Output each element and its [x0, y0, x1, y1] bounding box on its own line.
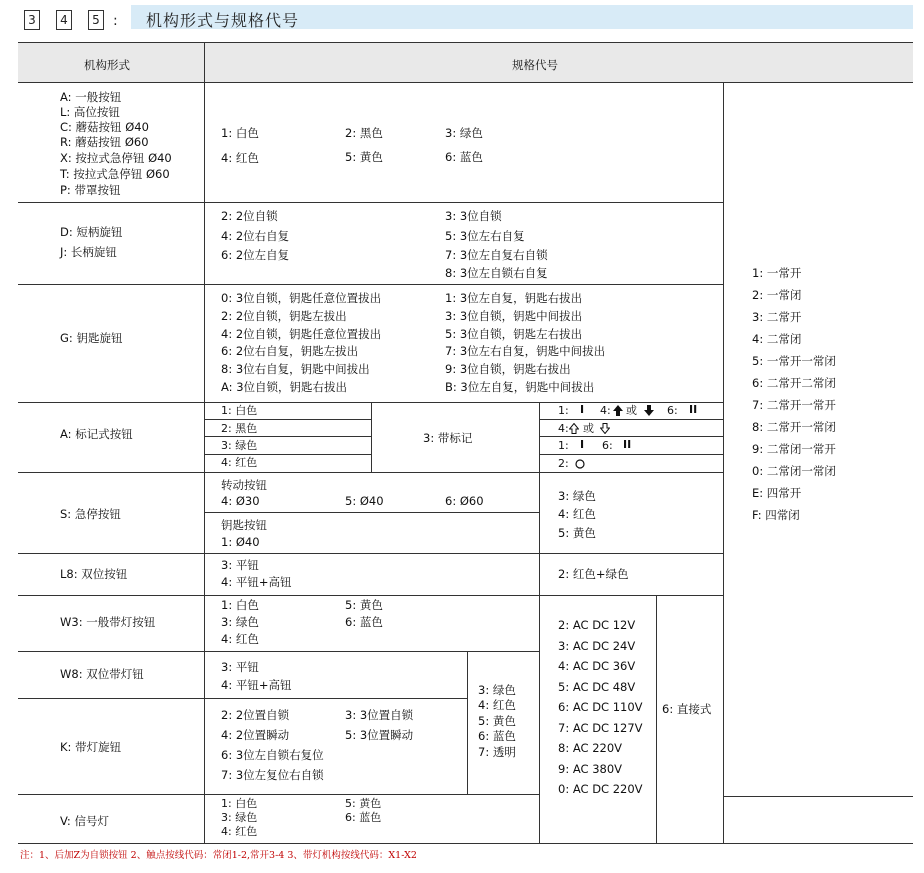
mechanism-type: K: 带灯旋钮 — [60, 740, 122, 754]
voltage-code: 7: AC DC 127V — [558, 721, 643, 735]
spec-code: 3: 平钮 — [221, 660, 259, 674]
spec-code: 3: 3位置自锁 — [345, 708, 414, 722]
lamp-color: 6: 蓝色 — [478, 729, 516, 743]
sub-heading: 钥匙按钮 — [221, 518, 267, 532]
header-spec-code: 规格代号 — [512, 58, 558, 72]
mechanism-type: X: 按拉式急停钮 Ø40 — [60, 151, 172, 165]
contact-code: 2: 一常闭 — [752, 288, 802, 302]
color-code: 6: 蓝色 — [445, 150, 483, 164]
contact-code: 7: 二常开一常开 — [752, 398, 836, 412]
spec-code: 2: 2位置自锁 — [221, 708, 290, 722]
color-code: 3: 绿色 — [558, 489, 596, 503]
contact-code: 5: 一常开一常闭 — [752, 354, 836, 368]
voltage-code: 8: AC 220V — [558, 741, 623, 755]
mechanism-type: W8: 双位带灯钮 — [60, 667, 144, 681]
voltage-code: 0: AC DC 220V — [558, 782, 643, 796]
spec-code: 0: 3位自锁，钥匙任意位置拔出 — [221, 291, 382, 305]
spec-code: 8: 3位右自复，钥匙中间拔出 — [221, 362, 370, 376]
contact-code: 9: 二常闭一常开 — [752, 442, 836, 456]
spec-code: 2: 2位自锁 — [221, 209, 278, 223]
mechanism-type: R: 蘑菇按钮 Ø60 — [60, 135, 149, 149]
header-mechanism: 机构形式 — [84, 58, 130, 72]
symbol-code: 1: — [558, 439, 569, 452]
spec-code: 3: 3位自锁，钥匙中间拔出 — [445, 309, 583, 323]
spec-code: A: 3位自锁，钥匙右拔出 — [221, 380, 348, 394]
section-title: 机构形式与规格代号 — [146, 11, 300, 30]
lamp-color: 3: 绿色 — [478, 683, 516, 697]
lamp-color: 7: 透明 — [478, 745, 516, 759]
symbol-code: 6: — [602, 439, 613, 452]
color-code: 1: 白色 — [221, 598, 259, 612]
voltage-code: 9: AC 380V — [558, 762, 623, 776]
spec-code: 5: 3位左右自复 — [445, 229, 525, 243]
mechanism-type: L8: 双位按钮 — [60, 567, 128, 581]
symbol-code: 2: — [558, 457, 569, 470]
spec-code: 1: 3位左自复，钥匙右拔出 — [445, 291, 583, 305]
symbol-code: 6: — [667, 404, 678, 417]
spec-code: 5: 3位置瞬动 — [345, 728, 414, 742]
contact-code: 6: 二常开二常闭 — [752, 376, 836, 390]
color-code: 2: 黑色 — [345, 126, 383, 140]
outline-up-arrow-icon — [569, 423, 579, 434]
spec-code: 7: 3位左自复右自锁 — [445, 248, 548, 262]
color-code: 4: 红色 — [558, 507, 596, 521]
symbol-or: 或 — [626, 404, 637, 417]
spec-code: 4: 平钮+高钮 — [221, 678, 292, 692]
circle-symbol-icon — [575, 459, 585, 469]
color-code: 4: 红色 — [221, 632, 259, 646]
mechanism-type: A: 标记式按钮 — [60, 427, 133, 441]
spec-code: 8: 3位左自锁右自复 — [445, 266, 548, 280]
color-code: 1: 白色 — [221, 797, 258, 810]
symbol-code: 1: — [558, 404, 569, 417]
color-code: 3: 绿色 — [221, 615, 259, 629]
spec-code: 2: 2位自锁，钥匙左拔出 — [221, 309, 347, 323]
spec-code: 4: 2位右自复 — [221, 229, 290, 243]
mechanism-type: A: 一般按钮 — [60, 90, 122, 104]
contact-code: E: 四常开 — [752, 486, 802, 500]
voltage-code: 3: AC DC 24V — [558, 639, 636, 653]
voltage-code: 5: AC DC 48V — [558, 680, 636, 694]
symbol-code: 4: — [558, 422, 569, 435]
size-option: 4: Ø30 — [221, 494, 260, 508]
contact-code: 4: 二常闭 — [752, 332, 802, 346]
color-code: 4: 红色 — [221, 456, 258, 469]
spec-code: 7: 3位左复位右自锁 — [221, 768, 324, 782]
mechanism-type: C: 蘑菇按钮 Ø40 — [60, 120, 149, 134]
spec-code: B: 3位左自复，钥匙中间拔出 — [445, 380, 595, 394]
color-code: 2: 红色+绿色 — [558, 567, 629, 581]
size-option: 5: Ø40 — [345, 494, 384, 508]
spec-code: 4: 平钮+高钮 — [221, 575, 292, 589]
contact-code: F: 四常闭 — [752, 508, 800, 522]
symbol-code: 4: — [600, 404, 611, 417]
lamp-color: 5: 黄色 — [478, 714, 516, 728]
spec-code: 4: 2位置瞬动 — [221, 728, 290, 742]
filled-down-arrow-icon — [644, 405, 654, 416]
mechanism-type: J: 长柄旋钮 — [60, 245, 117, 259]
mechanism-type: L: 高位按钮 — [60, 105, 120, 119]
mechanism-type: G: 钥匙旋钮 — [60, 331, 123, 345]
mechanism-type: T: 按拉式急停钮 Ø60 — [60, 167, 170, 181]
color-code: 5: 黄色 — [345, 797, 382, 810]
contact-code: 3: 二常开 — [752, 310, 802, 324]
direct-type: 6: 直接式 — [662, 702, 712, 716]
heading-colon: : — [113, 13, 118, 29]
color-code: 5: 黄色 — [345, 598, 383, 612]
number-box-4: 4 — [56, 10, 72, 30]
contact-code: 8: 二常开一常闭 — [752, 420, 836, 434]
mechanism-type: W3: 一般带灯按钮 — [60, 615, 156, 629]
number-box-5: 5 — [88, 10, 104, 30]
color-code: 4: 红色 — [221, 151, 259, 165]
color-code: 5: 黄色 — [345, 150, 383, 164]
outline-down-arrow-icon — [600, 423, 610, 434]
color-code: 6: 蓝色 — [345, 615, 383, 629]
bar-symbol-icon: I — [580, 438, 585, 451]
sub-heading: 转动按钮 — [221, 478, 267, 492]
bar-symbol-icon: I — [580, 403, 585, 416]
contact-code: 0: 二常闭一常闭 — [752, 464, 836, 478]
spec-code: 6: 2位左自复 — [221, 248, 290, 262]
table-header — [18, 42, 913, 82]
color-code: 1: 白色 — [221, 126, 259, 140]
lamp-color: 4: 红色 — [478, 698, 516, 712]
filled-up-arrow-icon — [613, 405, 623, 416]
size-option: 6: Ø60 — [445, 494, 484, 508]
voltage-code: 2: AC DC 12V — [558, 618, 636, 632]
spec-code: 3: 3位自锁 — [445, 209, 502, 223]
number-box-3: 3 — [24, 10, 40, 30]
spec-code: 6: 3位左自锁右复位 — [221, 748, 324, 762]
voltage-code: 4: AC DC 36V — [558, 659, 636, 673]
mechanism-type: S: 急停按钮 — [60, 507, 121, 521]
double-bar-icon: II — [689, 403, 698, 416]
symbol-or: 或 — [583, 422, 594, 435]
contact-code: 1: 一常开 — [752, 266, 802, 280]
color-code: 3: 绿色 — [221, 439, 258, 452]
marker-option: 3: 带标记 — [423, 431, 473, 445]
spec-code: 6: 2位右自复，钥匙左拔出 — [221, 344, 359, 358]
spec-code: 7: 3位左右自复，钥匙中间拔出 — [445, 344, 606, 358]
mechanism-type: P: 带罩按钮 — [60, 183, 121, 197]
footnote: 注：1、后加Z为自锁按钮 2、触点按线代码：常闭1-2,常开3-4 3、带灯机构按线代码：X1-X2 — [20, 850, 417, 861]
spec-code: 3: 平钮 — [221, 558, 259, 572]
voltage-code: 6: AC DC 110V — [558, 700, 643, 714]
color-code: 2: 黑色 — [221, 422, 258, 435]
color-code: 3: 绿色 — [445, 126, 483, 140]
color-code: 1: 白色 — [221, 404, 258, 417]
spec-code: 4: 2位自锁，钥匙任意位置拔出 — [221, 327, 382, 341]
color-code: 6: 蓝色 — [345, 811, 382, 824]
spec-code: 5: 3位自锁，钥匙左右拔出 — [445, 327, 583, 341]
mechanism-type: V: 信号灯 — [60, 814, 109, 828]
spec-code: 9: 3位自锁，钥匙右拔出 — [445, 362, 571, 376]
color-code: 3: 绿色 — [221, 811, 258, 824]
size-option: 1: Ø40 — [221, 535, 260, 549]
color-code: 4: 红色 — [221, 825, 258, 838]
color-code: 5: 黄色 — [558, 526, 596, 540]
mechanism-type: D: 短柄旋钮 — [60, 225, 123, 239]
double-bar-icon: II — [623, 438, 632, 451]
